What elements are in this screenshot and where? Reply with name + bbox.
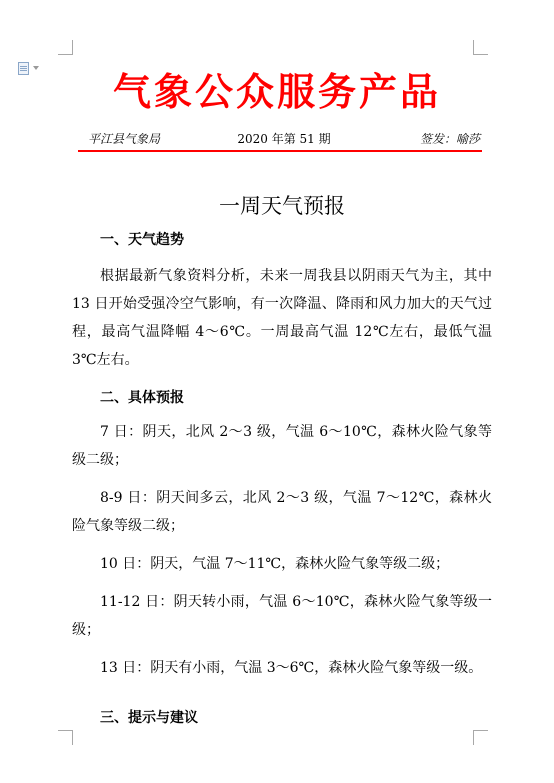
chevron-down-icon <box>33 66 39 70</box>
issuer-name: 平江县气象局 <box>88 132 161 146</box>
document-title: 一周天气预报 <box>219 194 345 218</box>
forecast-item-day13: 13 日：阴天有小雨，气温 3～6℃，森林火险气象等级一级。 <box>100 660 483 676</box>
crop-mark-bottom-right <box>473 730 488 745</box>
document-menu-button[interactable] <box>18 61 46 75</box>
crop-mark-top-left <box>58 40 73 55</box>
section-heading-forecast: 二、具体预报 <box>100 390 184 406</box>
trend-paragraph: 根据最新气象资料分析，未来一周我县以阴雨天气为主，其中 13 日开始受强冷空气影响，有一次降温、降雨和风力加大的天气过程，最高气温降幅 4～6℃。一周最高气温 12℃左右，最低气温 3℃左右。 <box>72 268 492 368</box>
masthead-divider <box>78 150 482 152</box>
forecast-item-day10: 10 日：阴天，气温 7～11℃，森林火险气象等级二级； <box>100 556 450 572</box>
section-heading-trend: 一、天气趋势 <box>100 232 184 248</box>
issue-info-row <box>88 129 480 149</box>
forecast-item-day7: 7 日：阴天，北风 2～3 级，气温 6～10℃，森林火险气象等级二级； <box>72 424 492 468</box>
section-heading-advice: 三、提示与建议 <box>100 710 198 726</box>
crop-mark-bottom-left <box>58 730 73 745</box>
document-icon <box>18 62 29 75</box>
crop-mark-top-right <box>473 40 488 55</box>
issue-number: 2020 年第 51 期 <box>237 132 331 146</box>
document-body <box>72 230 492 728</box>
forecast-item-day11-12: 11-12 日：阴天转小雨，气温 6～10℃，森林火险气象等级一级； <box>72 594 492 638</box>
signer: 签发：喻莎 <box>419 132 480 146</box>
masthead-title: 气象公众服务产品 <box>112 70 441 114</box>
forecast-item-day8-9: 8-9 日：阴天间多云，北风 2～3 级，气温 7～12℃，森林火险气象等级二级； <box>72 490 492 534</box>
